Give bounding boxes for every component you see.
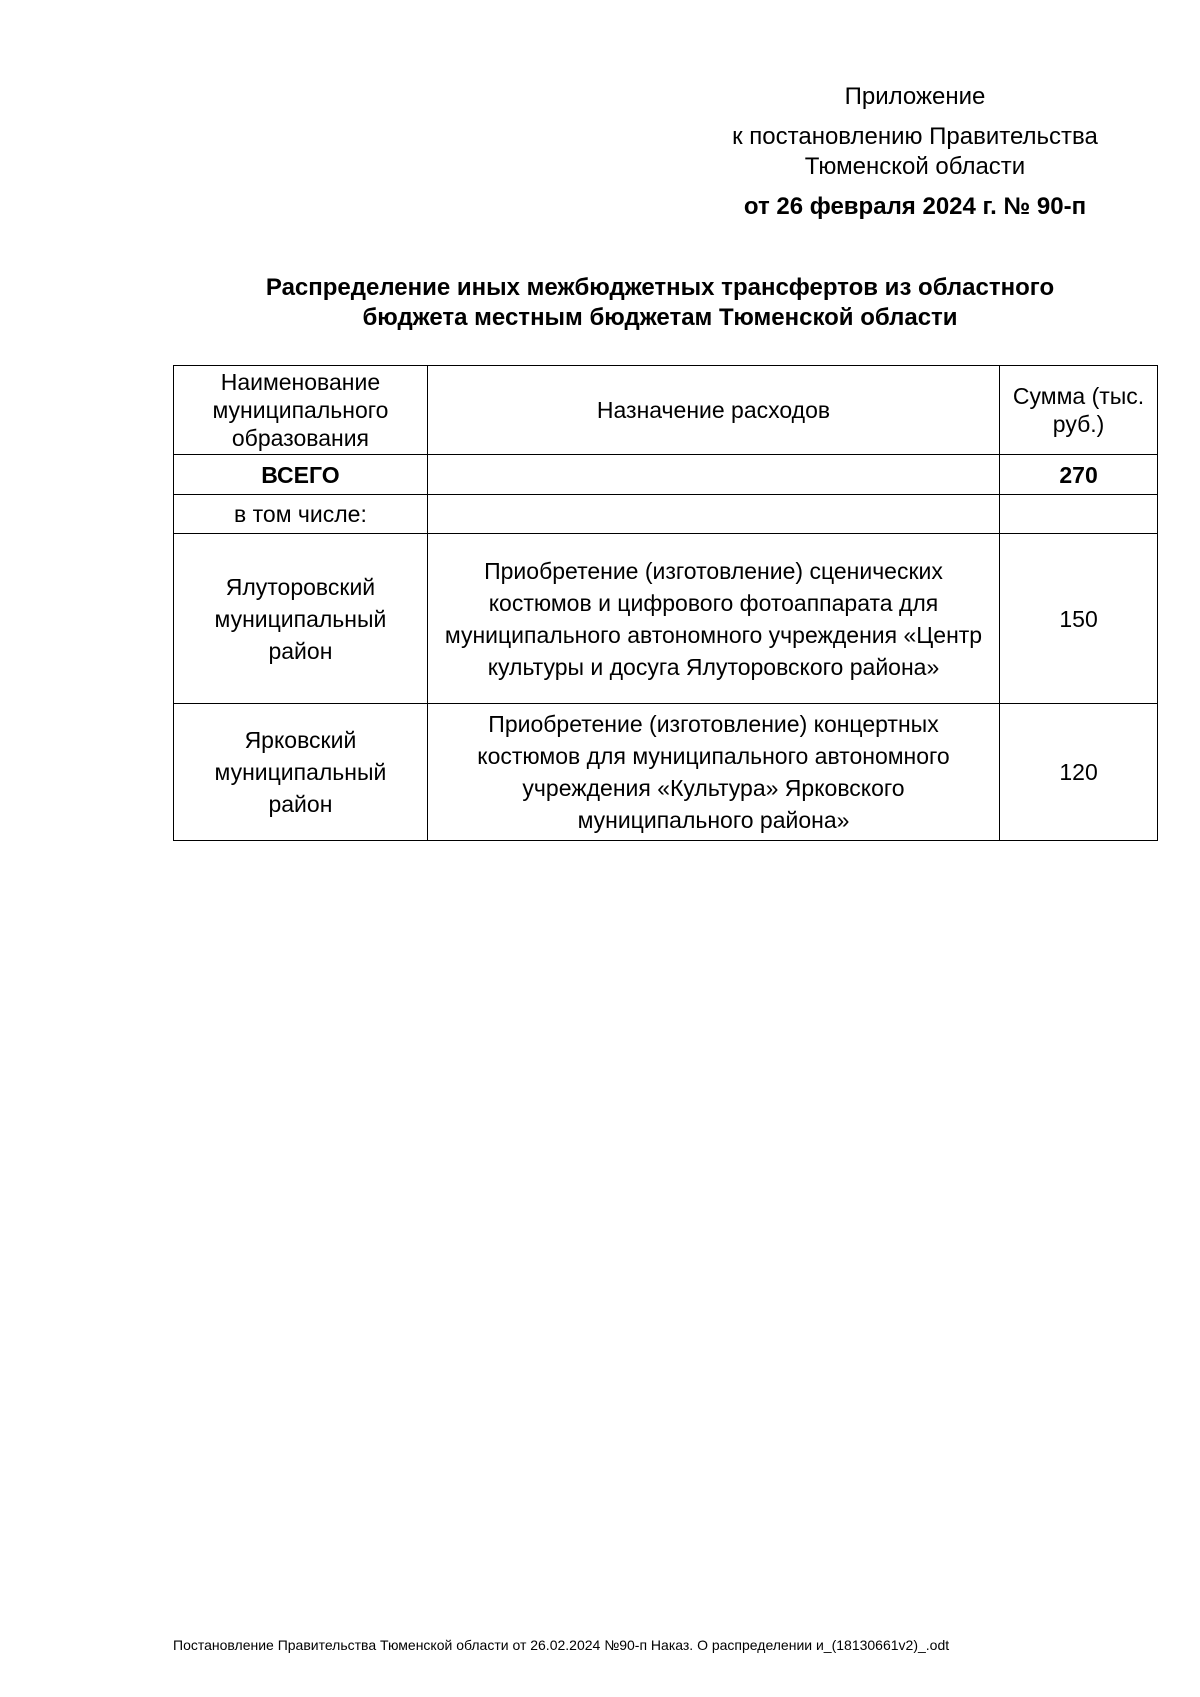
appendix-header — [700, 82, 1130, 222]
document-title-line-2: бюджета местным бюджетам Тюменской области — [362, 304, 958, 331]
distribution-table — [173, 365, 1158, 841]
page-footer: Постановление Правительства Тюменской области от 26.02.2024 №90-п Наказ. О распределении и_(18130661v2)_.odt — [173, 1637, 950, 1653]
column-header-amount: Сумма (тыс. руб.) — [1000, 366, 1158, 455]
column-header-municipality: Наименование муниципального образования — [174, 366, 428, 455]
municipality-cell: Ярковский муниципальный район — [174, 704, 428, 841]
column-header-purpose: Назначение расходов — [427, 366, 999, 455]
total-label: ВСЕГО — [174, 455, 428, 495]
including-amount — [1000, 495, 1158, 534]
total-amount: 270 — [1000, 455, 1158, 495]
decree-date: от 26 февраля 2024 г. № 90-п — [743, 193, 1087, 220]
including-purpose — [427, 495, 999, 534]
table-including-row — [174, 495, 1158, 534]
decree-reference-line-2: Тюменской области — [804, 153, 1026, 180]
appendix-label: Приложение — [844, 83, 986, 110]
amount-cell: 150 — [1000, 534, 1158, 704]
purpose-cell: Приобретение (изготовление) концертных костюмов для муниципального автономного учреждения «Культура» Ярковского муниципального района» — [427, 704, 999, 841]
table-row — [174, 704, 1158, 841]
purpose-cell: Приобретение (изготовление) сценических костюмов и цифрового фотоаппарата для муниципального автономного учреждения «Центр культуры и досуга Ялуторовского района» — [427, 534, 999, 704]
total-purpose — [427, 455, 999, 495]
including-label: в том числе: — [174, 495, 428, 534]
table-row — [174, 534, 1158, 704]
table-header-row — [174, 366, 1158, 455]
decree-reference-line-1: к постановлению Правительства — [732, 123, 1098, 150]
amount-cell: 120 — [1000, 704, 1158, 841]
municipality-cell: Ялуторовский муниципальный район — [174, 534, 428, 704]
document-title — [170, 273, 1150, 333]
document-title-line-1: Распределение иных межбюджетных трансфертов из областного — [265, 274, 1055, 301]
table-total-row — [174, 455, 1158, 495]
